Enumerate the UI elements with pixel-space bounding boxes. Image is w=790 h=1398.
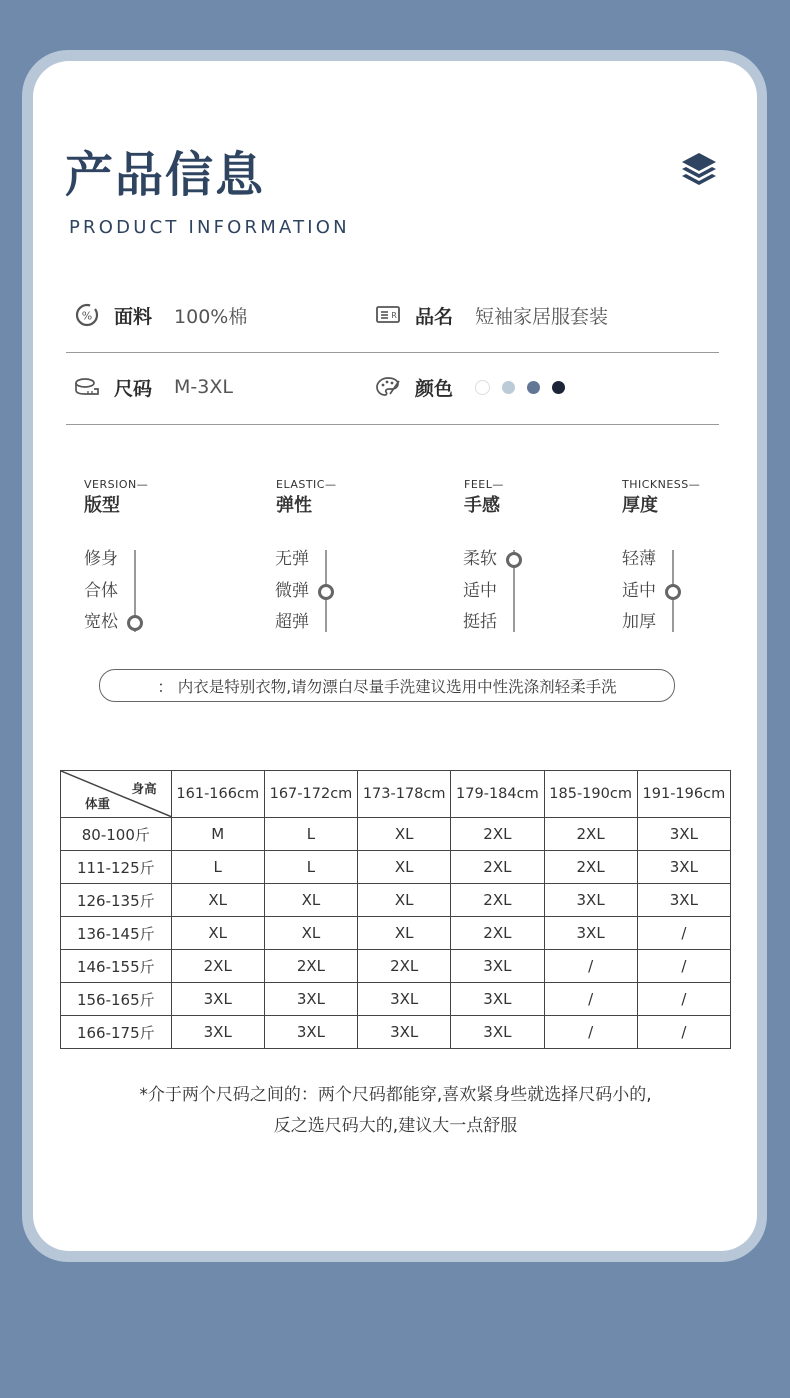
footnote-line-2: 反之选尺码大的,建议大一点舒服 (273, 1116, 518, 1136)
scale-indicator (665, 584, 681, 600)
size-cell: / (637, 917, 730, 950)
attr-cn-label: 厚度 (622, 495, 658, 516)
size-cell: L (264, 818, 357, 851)
fabric-label: 面料 (114, 305, 153, 328)
footnote-line-1: *介于两个尺码之间的：两个尺码都能穿,喜欢紧身些就选择尺码小的, (139, 1085, 652, 1105)
size-cell: 2XL (264, 950, 357, 983)
attr-cn-label: 手感 (464, 495, 500, 516)
column-header: 179-184cm (451, 771, 544, 818)
info-row-2 (66, 355, 719, 425)
size-cell: 2XL (451, 818, 544, 851)
scale-indicator (318, 584, 334, 600)
name-item (375, 283, 608, 347)
column-header: 173-178cm (358, 771, 451, 818)
page-title: 产品信息 (65, 147, 266, 203)
divider (66, 352, 719, 353)
scale-option: 挺括 (463, 612, 497, 632)
size-cell: / (637, 983, 730, 1016)
size-cell: 3XL (451, 1016, 544, 1049)
info-row-1 (66, 283, 719, 353)
scale-option: 柔软 (463, 549, 497, 569)
table-row (61, 950, 731, 983)
attr-en-label: THICKNESS— (622, 478, 701, 491)
color-swatches (475, 380, 565, 395)
svg-text:%: % (81, 309, 93, 323)
weight-cell: 80-100斤 (61, 818, 172, 851)
column-header: 161-166cm (171, 771, 264, 818)
scale-option: 无弹 (275, 549, 309, 569)
weight-cell: 136-145斤 (61, 917, 172, 950)
color-swatch-navy[interactable] (552, 381, 565, 394)
scale-option: 适中 (463, 581, 497, 601)
percent-badge-icon (74, 302, 100, 328)
table-header-row (61, 771, 731, 818)
weight-cell: 126-135斤 (61, 884, 172, 917)
fabric-value: 100%棉 (174, 305, 248, 328)
table-body (61, 818, 731, 1049)
size-cell: L (171, 851, 264, 884)
page-subtitle: PRODUCT INFORMATION (69, 217, 350, 238)
size-cell: 3XL (264, 983, 357, 1016)
size-cell: 2XL (544, 851, 637, 884)
table-corner-cell (61, 771, 172, 818)
scale-version (84, 546, 214, 638)
size-cell: / (637, 1016, 730, 1049)
size-cell: 3XL (637, 818, 730, 851)
table-row (61, 983, 731, 1016)
size-label: 尺码 (114, 377, 153, 400)
size-cell: 3XL (544, 884, 637, 917)
attr-en-label: ELASTIC— (276, 478, 337, 491)
tape-measure-icon (74, 374, 100, 400)
care-notice: ： 内衣是特别衣物,请勿漂白尽量手洗建议选用中性洗涤剂轻柔手洗 (99, 669, 675, 702)
size-cell: XL (264, 917, 357, 950)
size-cell: XL (358, 851, 451, 884)
table-row (61, 1016, 731, 1049)
size-cell: 3XL (264, 1016, 357, 1049)
size-value: M-3XL (174, 376, 233, 398)
color-swatch-white[interactable] (475, 380, 490, 395)
column-header: 191-196cm (637, 771, 730, 818)
attr-cn-label: 版型 (84, 495, 120, 516)
weight-cell: 166-175斤 (61, 1016, 172, 1049)
scale-option: 超弹 (275, 612, 309, 632)
scale-indicator (506, 552, 522, 568)
table-row (61, 917, 731, 950)
size-cell: 3XL (637, 884, 730, 917)
weight-cell: 111-125斤 (61, 851, 172, 884)
id-card-icon (375, 302, 401, 328)
fabric-item (74, 283, 247, 347)
corner-weight-label: 体重 (85, 796, 111, 811)
scale-thickness (622, 546, 752, 638)
corner-height-label: 身高 (131, 781, 157, 796)
name-value: 短袖家居服套装 (475, 305, 609, 328)
weight-cell: 156-165斤 (61, 983, 172, 1016)
name-label: 品名 (415, 305, 454, 328)
size-cell: 2XL (451, 851, 544, 884)
size-cell: / (637, 950, 730, 983)
size-cell: 2XL (451, 884, 544, 917)
size-cell: 3XL (544, 917, 637, 950)
size-cell: 3XL (171, 1016, 264, 1049)
scale-feel (463, 546, 593, 638)
color-swatch-light-blue[interactable] (502, 381, 515, 394)
attr-cn-label: 弹性 (276, 495, 312, 516)
color-label: 颜色 (415, 377, 454, 400)
scale-option: 宽松 (84, 612, 118, 632)
color-swatch-slate-blue[interactable] (527, 381, 540, 394)
size-cell: / (544, 1016, 637, 1049)
attr-version (84, 478, 214, 518)
scale-elastic (275, 546, 405, 638)
size-item (74, 355, 233, 419)
size-cell: 3XL (358, 983, 451, 1016)
scale-option: 轻薄 (622, 549, 656, 569)
attr-elastic (276, 478, 406, 518)
size-cell: 2XL (358, 950, 451, 983)
size-cell: 2XL (544, 818, 637, 851)
divider (66, 424, 719, 425)
size-cell: XL (358, 917, 451, 950)
size-cell: XL (264, 884, 357, 917)
column-header: 167-172cm (264, 771, 357, 818)
weight-cell: 146-155斤 (61, 950, 172, 983)
size-cell: 3XL (451, 950, 544, 983)
scale-option: 加厚 (622, 612, 656, 632)
size-cell: 3XL (358, 1016, 451, 1049)
scale-indicator (127, 615, 143, 631)
size-cell: 3XL (451, 983, 544, 1016)
size-chart-table (60, 770, 731, 1049)
size-cell: M (171, 818, 264, 851)
size-cell: XL (358, 818, 451, 851)
attr-thickness (622, 478, 752, 518)
svg-text:R: R (391, 311, 397, 320)
table-row (61, 884, 731, 917)
table-row (61, 818, 731, 851)
scale-option: 修身 (84, 549, 118, 569)
size-cell: L (264, 851, 357, 884)
palette-icon (375, 374, 401, 400)
column-header: 185-190cm (544, 771, 637, 818)
size-cell: / (544, 983, 637, 1016)
attr-en-label: VERSION— (84, 478, 149, 491)
size-cell: XL (358, 884, 451, 917)
size-cell: XL (171, 884, 264, 917)
size-cell: XL (171, 917, 264, 950)
scale-option: 合体 (84, 581, 118, 601)
table-row (61, 851, 731, 884)
size-cell: / (544, 950, 637, 983)
attr-en-label: FEEL— (464, 478, 504, 491)
size-cell: 2XL (451, 917, 544, 950)
size-cell: 3XL (171, 983, 264, 1016)
size-cell: 2XL (171, 950, 264, 983)
scale-option: 微弹 (275, 581, 309, 601)
scale-option: 适中 (622, 581, 656, 601)
attr-feel (464, 478, 594, 518)
layers-icon (678, 150, 720, 192)
color-item (375, 355, 565, 419)
size-cell: 3XL (637, 851, 730, 884)
